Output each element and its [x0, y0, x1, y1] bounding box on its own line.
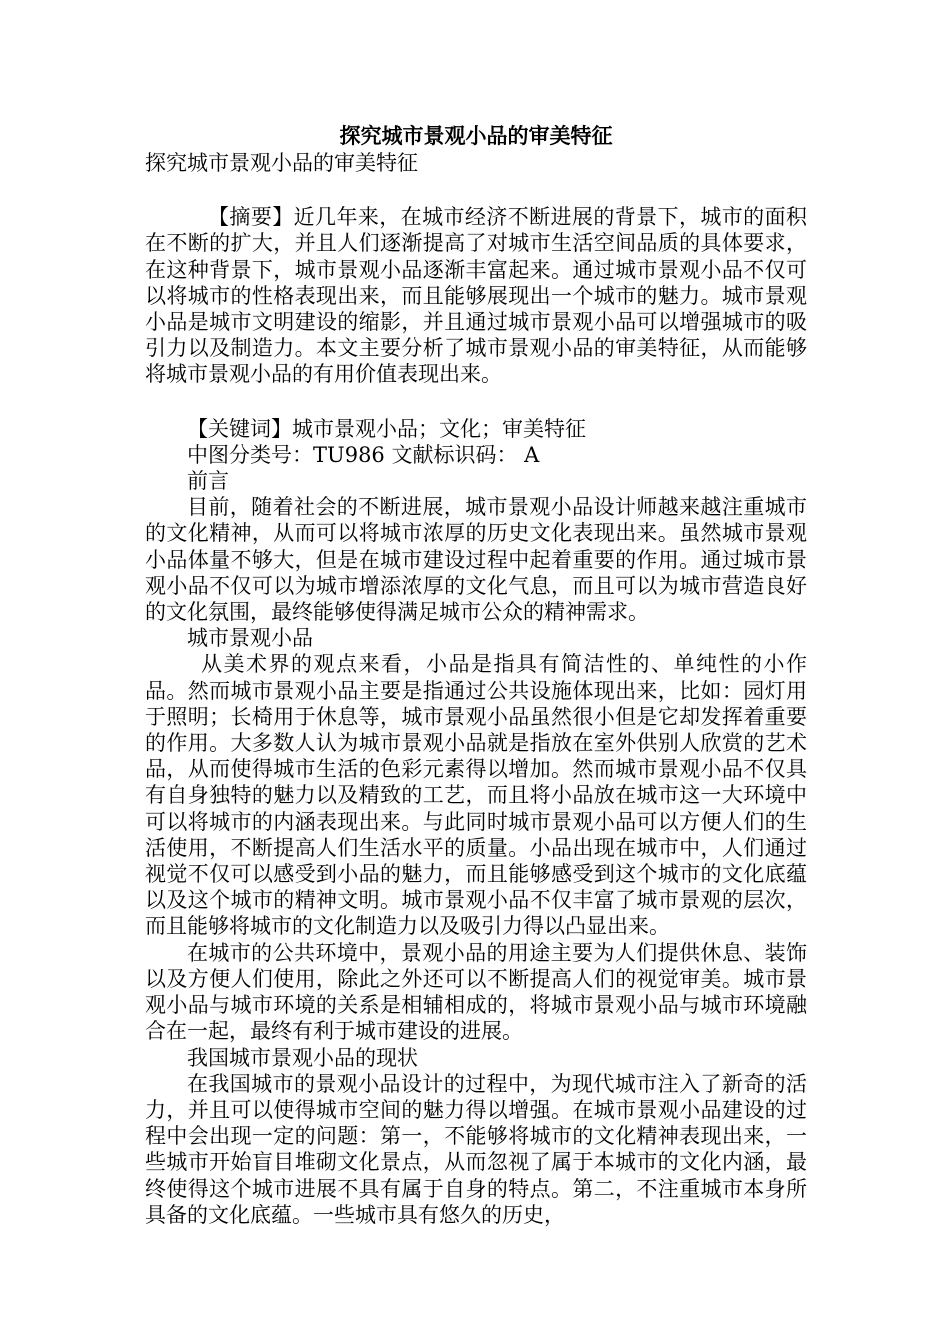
document-subtitle: 探究城市景观小品的审美特征	[145, 151, 418, 175]
section2-paragraph-1: 在我国城市的景观小品设计的过程中，为现代城市注入了新奇的活力，并且可以使得城市空间的魅力得以增强。在城市景观小品建设的过程中会出现一定的问题：第一，不能够将城市的文化精神表现出来，一些城市开始盲目堆砌文化景点，从而忽视了属于本城市的文化内涵，最终使得这个城市进展不具有属于自身的特点。第二，不注重城市本身所具备的文化底蕴。一些城市具有悠久的历史，	[145, 1071, 807, 1227]
document-title: 探究城市景观小品的审美特征	[339, 123, 613, 148]
spacer	[145, 388, 807, 416]
section1-paragraph-1: 从美术界的观点来看，小品是指具有简洁性的、单纯性的小作品。然而城市景观小品主要是指通过公共设施体现出来，比如：园灯用于照明；长椅用于休息等，城市景观小品虽然很小但是它却发挥着重要的作用。大多数人认为城市景观小品就是指放在室外供别人欣赏的艺术品，从而使得城市生活的色彩元素得以增加。然而城市景观小品不仅具有自身独特的魅力以及精致的工艺，而且将小品放在城市这一大环境中可以将城市的内涵表现出来。与此同时城市景观小品可以方便人们的生活使用，不断提高人们生活水平的质量。小品出现在城市中，人们通过视觉不仅可以感受到小品的魅力，而且能够感受到这个城市的文化底蕴以及这个城市的精神文明。城市景观小品不仅丰富了城市景观的层次，而且能够将城市的文化制造力以及吸引力得以凸显出来。	[145, 652, 807, 939]
spacer	[145, 176, 807, 204]
classification-line: 中图分类号：TU986 文献标识码： A	[187, 442, 540, 467]
section1-paragraph-2: 在城市的公共环境中，景观小品的用途主要为人们提供休息、装饰以及方便人们使用，除此之外还可以不断提高人们的视觉审美。城市景观小品与城市环境的关系是相辅相成的，将城市景观小品与城市环境融合在一起，最终有利于城市建设的进展。	[145, 940, 807, 1044]
section-heading-landscape-items: 城市景观小品	[187, 626, 313, 651]
preface-heading: 前言	[187, 469, 229, 494]
preface-paragraph: 目前，随着社会的不断进展，城市景观小品设计师越来越注重城市的文化精神，从而可以将城市浓厚的历史文化表现出来。虽然城市景观小品体量不够大，但是在城市建设过程中起着重要的作用。通过城市景观小品不仅可以为城市增添浓厚的文化气息，而且可以为城市营造良好的文化氛围，最终能够使得满足城市公众的精神需求。	[145, 495, 807, 625]
section-heading-current-status: 我国城市景观小品的现状	[187, 1045, 418, 1070]
document-page	[145, 122, 807, 1228]
abstract-paragraph: 【摘要】近几年来，在城市经济不断进展的背景下，城市的面积在不断的扩大，并且人们逐渐提高了对城市生活空间品质的具体要求，在这种背景下，城市景观小品逐渐丰富起来。通过城市景观小品不仅可以将城市的性格表现出来，而且能够展现出一个城市的魅力。城市景观小品是城市文明建设的缩影，并且通过城市景观小品可以增强城市的吸引力以及制造力。本文主要分析了城市景观小品的审美特征，从而能够将城市景观小品的有用价值表现出来。	[145, 205, 807, 387]
keywords-line: 【关键词】城市景观小品；文化；审美特征	[187, 416, 586, 441]
